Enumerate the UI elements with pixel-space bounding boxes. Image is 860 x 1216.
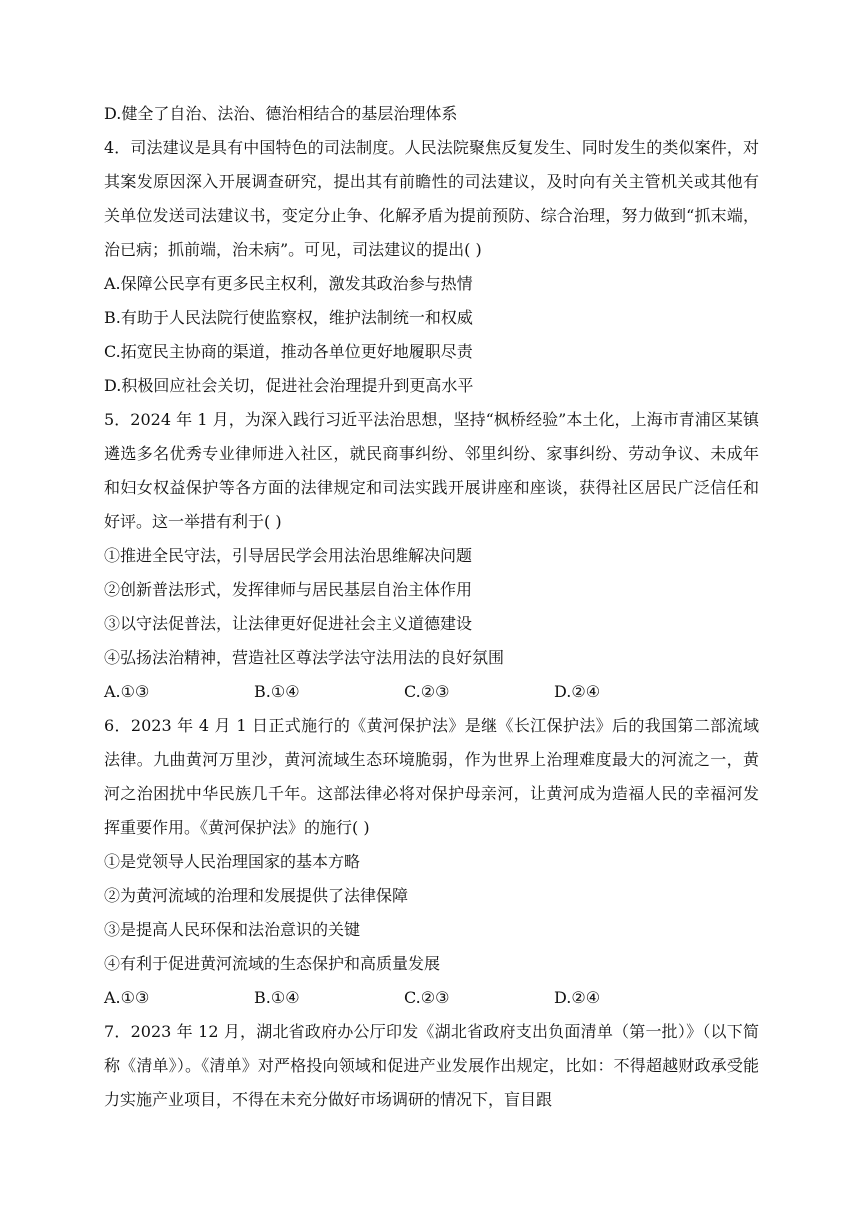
q4-option-c: C.拓宽民主协商的渠道，推动各单位更好地履职尽责	[104, 342, 473, 361]
q6-option-c: C.②③	[404, 988, 450, 1007]
q3-option-d: D.健全了自治、法治、德治相结合的基层治理体系	[104, 104, 458, 123]
q4-option-b: B.有助于人民法院行使监察权，维护法制统一和权威	[104, 308, 473, 327]
q7-stem: 7．2023 年 12 月，湖北省政府办公厅印发《湖北省政府支出负面清单（第一批）》（以下简称《清单》）。《清单》对严格投向领域和促进产业发展作出规定，比如：不得超越财政承受能力实施产业项目，不得在未充分做好市场调研的情况下，盲目跟	[104, 1022, 759, 1109]
q4-stem: 4．司法建议是具有中国特色的司法制度。人民法院聚焦反复发生、同时发生的类似案件，对其案发原因深入开展调查研究，提出其有前瞻性的司法建议，及时向有关主管机关或其他有关单位发送司法建议书，变定分止争、化解矛盾为提前预防、综合治理，努力做到“抓末端，治已病；抓前端，治未病”。可见，司法建议的提出( )	[104, 138, 759, 259]
q6-option-a: A.①③	[104, 988, 150, 1007]
q5-option-b: B.①④	[254, 682, 300, 701]
q6-stem: 6．2023 年 4 月 1 日正式施行的《黄河保护法》是继《长江保护法》后的我国第二部流域法律。九曲黄河万里沙，黄河流域生态环境脆弱，作为世界上治理难度最大的河流之一，黄河之治困扰中华民族几千年。这部法律必将对保护母亲河，让黄河成为造福人民的幸福河发挥重要作用。《黄河保护法》的施行( )	[104, 716, 759, 837]
q5-item-4: ④弘扬法治精神，营造社区尊法学法守法用法的良好氛围	[104, 648, 505, 667]
q6-option-d: D.②④	[554, 988, 601, 1007]
q5-stem: 5．2024 年 1 月，为深入践行习近平法治思想，坚持“枫桥经验”本土化，上海市青浦区某镇遴选多名优秀专业律师进入社区，就民商事纠纷、邻里纠纷、家事纠纷、劳动争议、未成年和妇女权益保护等各方面的法律规定和司法实践开展讲座和座谈，获得社区居民广泛信任和好评。这一举措有利于( )	[104, 410, 759, 531]
q5-option-a: A.①③	[104, 682, 150, 701]
q5-item-3: ③以守法促普法，让法律更好促进社会主义道德建设	[104, 614, 473, 633]
q5-item-1: ①推进全民守法，引导居民学会用法治思维解决问题	[104, 546, 473, 565]
q4-option-a: A.保障公民享有更多民主权利，激发其政治参与热情	[104, 274, 473, 293]
q6-options	[104, 987, 759, 1009]
q6-item-4: ④有利于促进黄河流域的生态保护和高质量发展	[104, 954, 441, 973]
q5-options	[104, 681, 759, 703]
q5-option-d: D.②④	[554, 682, 601, 701]
q4-option-d: D.积极回应社会关切，促进社会治理提升到更高水平	[104, 376, 474, 395]
q6-item-3: ③是提高人民环保和法治意识的关键	[104, 920, 361, 939]
q5-item-2: ②创新普法形式，发挥律师与居民基层自治主体作用	[104, 580, 473, 599]
q6-option-b: B.①④	[254, 988, 300, 1007]
q6-item-1: ①是党领导人民治理国家的基本方略	[104, 852, 361, 871]
q5-option-c: C.②③	[404, 682, 450, 701]
q6-item-2: ②为黄河流域的治理和发展提供了法律保障	[104, 886, 409, 905]
